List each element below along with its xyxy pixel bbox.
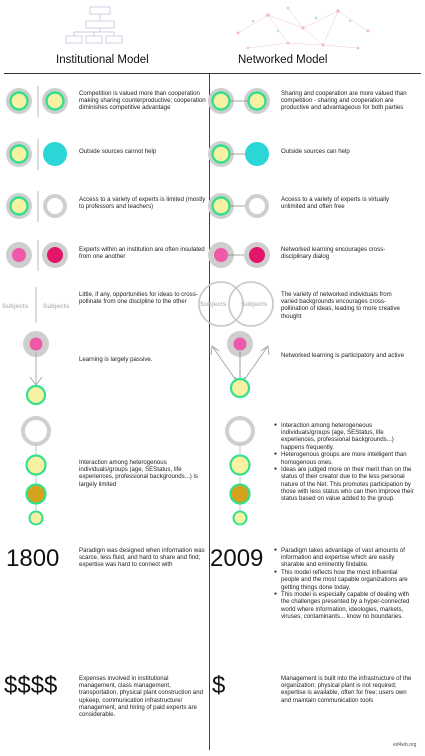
left-row3-text: Access to a variety of experts is limited (mostly to professors and teachers) xyxy=(79,196,206,211)
left-row1-text: Competition is valued more than cooperation making sharing counterproductive; cooperation diminishes competitive advantage xyxy=(79,90,206,112)
left-row6-text: Learning is largely passive. xyxy=(79,356,153,363)
left-insulated-experts-graphic xyxy=(2,238,72,274)
cost-left-symbol: $$$$ xyxy=(4,672,58,699)
right-bullet-2c: ● This model is especially capable of dealing with the challenges presented by a hyper-connected world where information, ideologies, markets, viruses, contaminants... know no boundaries. xyxy=(281,591,414,620)
left-passive-learning-graphic xyxy=(16,330,56,408)
right-cooperation-graphic xyxy=(202,84,274,120)
right-subjects-venn-graphic xyxy=(196,280,280,330)
left-heterogenous-graphic xyxy=(18,415,58,527)
left-subjects-label-b: Subjects xyxy=(43,303,70,310)
network-graphic xyxy=(228,3,378,53)
right-cost-text: Management is built into the infrastructure of the organization; physical plant is not required; expertise is available, often for free; users own and maintain communication tools xyxy=(281,675,412,704)
footer-credit: ed4wb.org xyxy=(393,742,417,748)
heading-divider xyxy=(4,73,421,74)
left-row2-text: Outside sources cannot help xyxy=(79,148,157,155)
right-bullet-2a: ● Paradigm takes advantage of vast amounts of information and expertise which are easily sharable and eminently findable. xyxy=(281,547,414,569)
right-outside-sources-graphic xyxy=(202,137,274,173)
right-bullets-2 xyxy=(274,547,414,621)
left-row4-text: Experts within an institution are often insulated from one another xyxy=(79,246,205,261)
right-bullet-1c: ● Ideas are judged more on their merit than on the status of their creator due to the less personal nature of the Net. This promotes participation by those with less status who can then improve their status based on value added to the group. xyxy=(281,466,414,502)
left-experts-access-graphic xyxy=(2,189,72,225)
column-divider xyxy=(209,74,210,750)
left-cost-text: Expenses involved in institutional management, class management, transportation, physical plant construction and upkeep, communication infrastructure/ management, and hiring of paid experts are considerable. xyxy=(79,675,203,719)
left-row7-text: Interaction among heterogenous individuals/groups (age, SEStatus, life experiences, professional backgrounds...) is largely limited xyxy=(79,459,198,488)
left-row5-text: Little, if any, opportunities for ideas to cross-pollinate from one discipline to the other xyxy=(79,291,198,306)
right-subjects-label-a: Subjects xyxy=(200,301,227,308)
year-right: 2009 xyxy=(210,545,264,572)
right-row4-text: Networked learning encourages cross-disciplinary dialog xyxy=(281,246,386,261)
right-bullet-1a: ● Interaction among heterogeneous individuals/groups (age, SEStatus, life experiences, professional backgrounds...) happens frequently. xyxy=(281,422,414,451)
right-row6-text: Networked learning is participatory and active xyxy=(281,352,404,359)
year-left: 1800 xyxy=(6,545,60,572)
right-heading: Networked Model xyxy=(238,54,328,66)
cost-right-symbol: $ xyxy=(212,672,226,699)
right-experts-access-graphic xyxy=(202,189,274,225)
right-heterogenous-graphic xyxy=(219,415,263,527)
right-active-learning-graphic xyxy=(206,326,274,402)
right-row5-text: The variety of networked individuals from varied backgrounds encourages cross-pollination of ideas, leading to more creative thought xyxy=(281,291,400,320)
left-competition-graphic xyxy=(2,84,72,120)
right-bullet-2b: ● This model reflects how the most influential people and the most capable organizations are getting things done today. xyxy=(281,569,414,591)
left-subjects-label-a: Subjects xyxy=(2,303,29,310)
left-paradigm-text: Paradigm was designed when information was scarce, less fluid, and hard to share and find; expertise was hard to connect with xyxy=(79,547,205,569)
right-cross-disciplinary-graphic xyxy=(202,238,274,274)
left-outside-sources-graphic xyxy=(2,137,72,173)
right-row3-text: Access to a variety of experts is virtually unlimited and often free xyxy=(281,196,390,211)
right-subjects-label-b: Subjects xyxy=(241,301,268,308)
right-row2-text: Outside sources can help xyxy=(281,148,350,155)
left-subjects-graphic xyxy=(0,285,76,325)
right-bullets-1 xyxy=(274,422,414,503)
right-bullet-1b: ● Heterogenous groups are more intelligent than homogenous ones. xyxy=(281,451,414,465)
left-heading: Institutional Model xyxy=(56,54,149,66)
right-row1-text: Sharing and cooperation are more valued than competition - sharing and cooperation are productive and advantageous for both parties xyxy=(281,90,407,112)
institution-hierarchy-graphic xyxy=(60,4,140,50)
